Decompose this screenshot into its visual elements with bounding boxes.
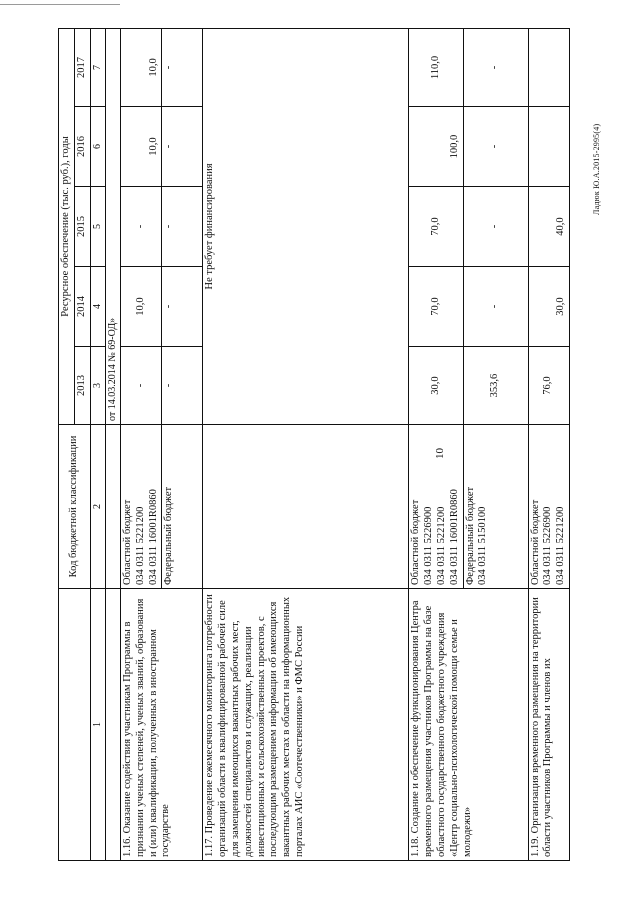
budget-code: 034 0311 16001R0860 [147, 489, 159, 585]
budget-code: 034 0311 5226900 [423, 506, 435, 585]
value-cell: - [162, 28, 203, 106]
header-row-1 [59, 28, 75, 860]
row-description: 1.18. Создание и обеспечение функционирования Центра временного размещения участников Программы на базе областного государственного бюджетного учреждения «Центр социально-психологической помощи семье и молодежи» [409, 589, 528, 861]
value-cell: - [162, 347, 203, 425]
note-empty-cell [105, 589, 120, 861]
budget-code-cell [463, 425, 528, 589]
budget-code-cell [409, 425, 463, 589]
value-cell: 40,0 [528, 187, 569, 267]
column-number-row [90, 28, 105, 860]
footer-code: Ладюк Ю.А.2015-2995(4) [592, 123, 601, 215]
note-empty-cell [105, 425, 120, 589]
value-cell: 10,0 [120, 107, 161, 187]
note-text: от 14.03.2014 № 69-ОД» [105, 28, 120, 424]
budget-code: 034 0311 5150100 [477, 506, 489, 585]
value-cell: 10,0 [120, 28, 161, 106]
budget-source: Федеральный бюджет [163, 486, 175, 585]
table-row-1-19-regional [528, 28, 569, 860]
value-cell: 353,6 [463, 347, 528, 425]
header-year: 2014 [74, 267, 90, 347]
value-cell: 70,0 [409, 267, 463, 347]
header-year: 2013 [74, 347, 90, 425]
header-budget-code: Код бюджетной классификации [59, 425, 91, 589]
value-cell: - [162, 107, 203, 187]
value-cell: - [162, 267, 203, 347]
value-cell: 10,0 [120, 267, 161, 347]
table-row-1-16-regional [120, 28, 161, 860]
value-cell: 30,0 [528, 267, 569, 347]
row-description: 1.17. Проведение ежемесячного мониторинга потребности организаций области в квалифицированной рабочей силе для замещения имеющихся вакантных рабочих мест, должностей специалистов и служащих, реализации инвестиционных и сельскохозяйственных проектов, с последующим размещением информации об имеющихся вакантных рабочих местах в области на информационных порталах АИС «Соотечественники» и ФМС России [203, 589, 409, 861]
budget-code-cell [162, 425, 203, 589]
value-cell: - [463, 28, 528, 106]
header-col1 [59, 589, 91, 861]
budget-code: 034 0311 16001R0860 [448, 489, 460, 585]
value-cell: 100,0 [409, 107, 463, 187]
value-cell: - [162, 187, 203, 267]
budget-code: 034 0311 5221200 [555, 506, 567, 585]
value-cell: - [120, 347, 161, 425]
budget-code-cell [120, 425, 161, 589]
page-number: 10 [434, 448, 446, 459]
header-year: 2015 [74, 187, 90, 267]
table-row-1-18-regional [409, 28, 463, 860]
value-cell: - [463, 187, 528, 267]
budget-code-cell [528, 425, 569, 589]
column-number: 6 [90, 107, 105, 187]
note-row [105, 28, 120, 860]
value-cell: - [120, 187, 161, 267]
value-cell: - [463, 267, 528, 347]
header-year: 2016 [74, 107, 90, 187]
budget-source: Областной бюджет [529, 499, 541, 585]
no-funding-note: Не требует финансирования [203, 28, 409, 424]
value-cell: 70,0 [409, 187, 463, 267]
budget-code: 034 0311 5221200 [435, 506, 447, 585]
column-number: 2 [90, 425, 105, 589]
value-cell [528, 107, 569, 187]
column-number: 4 [90, 267, 105, 347]
budget-code: 034 0311 5221200 [134, 506, 146, 585]
budget-table [58, 28, 570, 861]
budget-source: Областной бюджет [121, 499, 133, 585]
row-description: 1.16. Оказание содействия участникам Программы в признании ученых степеней, ученых званий, образования и (или) квалификации, полученных в иностранном государстве [120, 589, 202, 861]
value-cell: 76,0 [528, 347, 569, 425]
header-year: 2017 [74, 28, 90, 106]
table-row-1-17 [203, 28, 409, 860]
budget-source: Областной бюджет [410, 499, 422, 585]
budget-code: 034 0311 5226900 [542, 506, 554, 585]
column-number: 1 [90, 589, 105, 861]
row-description: 1.19. Организация временного размещения на территории области участников Программы и членов их [528, 589, 569, 861]
column-number: 5 [90, 187, 105, 267]
header-resources: Ресурсное обеспечение (тыс. руб.), годы [59, 28, 75, 424]
value-cell: - [463, 107, 528, 187]
budget-source: Федеральный бюджет [464, 486, 476, 585]
column-number: 3 [90, 347, 105, 425]
value-cell: 30,0 [409, 347, 463, 425]
value-cell: 110,0 [409, 28, 463, 106]
empty-cell [203, 425, 409, 589]
column-number: 7 [90, 28, 105, 106]
value-cell [528, 28, 569, 106]
